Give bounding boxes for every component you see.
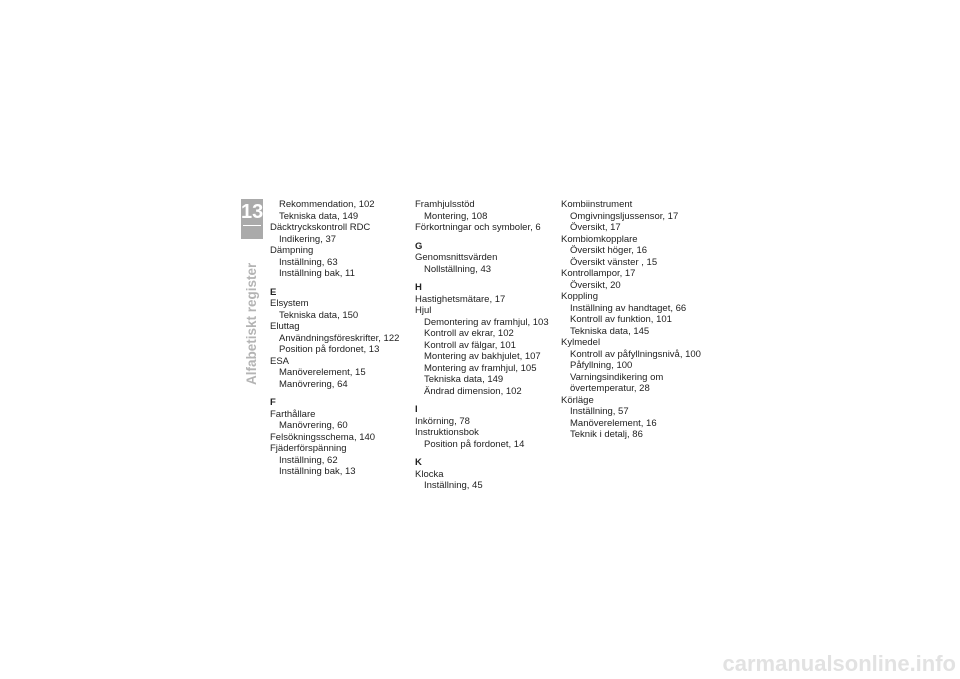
index-entry: Farthållare xyxy=(270,408,316,420)
index-subentry: Montering av framhjul, 105 xyxy=(424,362,537,374)
index-subentry: Kontroll av funktion, 101 xyxy=(570,314,672,325)
index-letter-heading: F xyxy=(270,397,276,408)
index-entry: ESA xyxy=(270,355,290,367)
index-subentry: Montering av bakhjulet, 107 xyxy=(424,351,541,362)
index-entry: Genomsnittsvärden xyxy=(415,252,498,263)
index-entry: Kombiinstrument xyxy=(561,199,633,210)
watermark: carmanualsonline.info xyxy=(722,651,956,676)
index-subentry: Manövrering, 60 xyxy=(279,420,348,431)
index-subentry: Översikt vänster , 15 xyxy=(570,256,658,268)
index-subentry: Inställning bak, 11 xyxy=(279,268,355,279)
index-subentry: Kontroll av ekrar, 102 xyxy=(424,328,514,339)
index-column-3 xyxy=(561,199,721,441)
index-entry: Kombiomkopplare xyxy=(561,233,638,245)
page-number: 168 xyxy=(485,426,501,436)
index-subentry: Översikt, 17 xyxy=(570,222,621,233)
index-entry: Elsystem xyxy=(270,298,309,309)
index-subentry: Ändrad dimension, 102 xyxy=(424,385,522,397)
index-subentry: Inställning, 62 xyxy=(279,454,338,466)
index-subentry: Översikt, 20 xyxy=(570,279,621,291)
index-subentry: Varningsindikering om övertemperatur, 28 xyxy=(570,371,664,394)
index-subentry: Tekniska data, 145 xyxy=(570,325,650,337)
index-entry: Instruktionsbok xyxy=(415,427,479,438)
index-subentry: Inställning, 45 xyxy=(424,480,483,491)
index-column-1 xyxy=(270,199,420,478)
chapter-number: 13 xyxy=(241,201,264,223)
index-entry: Däcktryckskontroll RDC xyxy=(270,222,371,233)
index-subentry: Användningsföreskrifter, 122 xyxy=(279,332,400,344)
index-letter-heading: K xyxy=(415,457,422,468)
index-subentry: Rekommendation, 102 xyxy=(279,199,375,210)
chapter-title: Alfabetiskt register xyxy=(244,262,259,385)
index-subentry: Tekniska data, 150 xyxy=(279,309,359,321)
index-entry: Förkortningar och symboler, 6 xyxy=(415,222,541,233)
index-subentry: Nollställning, 43 xyxy=(424,263,492,275)
index-letter-heading: I xyxy=(415,404,418,415)
index-subentry: Inställning bak, 13 xyxy=(279,466,356,477)
index-letter-heading: G xyxy=(415,240,423,252)
index-letter-heading: E xyxy=(270,286,277,298)
index-entry: Klocka xyxy=(415,468,444,480)
index-letter-heading: H xyxy=(415,282,422,293)
index-entry: Fjäderförspänning xyxy=(270,443,347,454)
index-entry: Körläge xyxy=(561,394,594,406)
index-entry: Kontrollampor, 17 xyxy=(561,268,636,279)
index-subentry: Kontroll av fälgar, 101 xyxy=(424,339,516,351)
index-subentry: Manöverelement, 15 xyxy=(279,367,366,378)
index-subentry: Indikering, 37 xyxy=(279,233,337,245)
index-subentry: Montering, 108 xyxy=(424,210,488,222)
index-subentry: Omgivningsljussensor, 17 xyxy=(570,210,679,222)
index-subentry: Påfyllning, 100 xyxy=(570,360,633,371)
index-entry: Inkörning, 78 xyxy=(415,415,470,427)
index-entry: Hastighetsmätare, 17 xyxy=(415,293,506,305)
index-entry: Felsökningsschema, 140 xyxy=(270,431,376,443)
index-entry: Dämpning xyxy=(270,245,314,256)
index-subentry: Teknik i detalj, 86 xyxy=(570,429,643,440)
index-entry: Hjul xyxy=(415,305,432,316)
index-subentry: Demontering av framhjul, 103 xyxy=(424,316,549,328)
index-subentry: Tekniska data, 149 xyxy=(279,210,359,222)
index-subentry: Position på fordonet, 13 xyxy=(279,344,380,355)
index-subentry: Inställning, 63 xyxy=(279,256,338,268)
index-subentry: Inställning, 57 xyxy=(570,406,629,417)
index-entry: Koppling xyxy=(561,291,598,302)
index-entry: Kylmedel xyxy=(561,337,601,348)
index-subentry: Position på fordonet, 14 xyxy=(424,438,525,450)
index-entry: Eluttag xyxy=(270,321,300,332)
index-column-2 xyxy=(415,199,565,492)
index-entry: Framhjulsstöd xyxy=(415,199,475,210)
index-subentry: Tekniska data, 149 xyxy=(424,374,504,385)
index-subentry: Manövrering, 64 xyxy=(279,378,348,390)
index-subentry: Manöverelement, 16 xyxy=(570,417,657,429)
index-subentry: Inställning av handtaget, 66 xyxy=(570,302,687,314)
index-subentry: Översikt höger, 16 xyxy=(570,245,648,256)
index-subentry: Kontroll av påfyllningsnivå, 100 xyxy=(570,348,701,360)
